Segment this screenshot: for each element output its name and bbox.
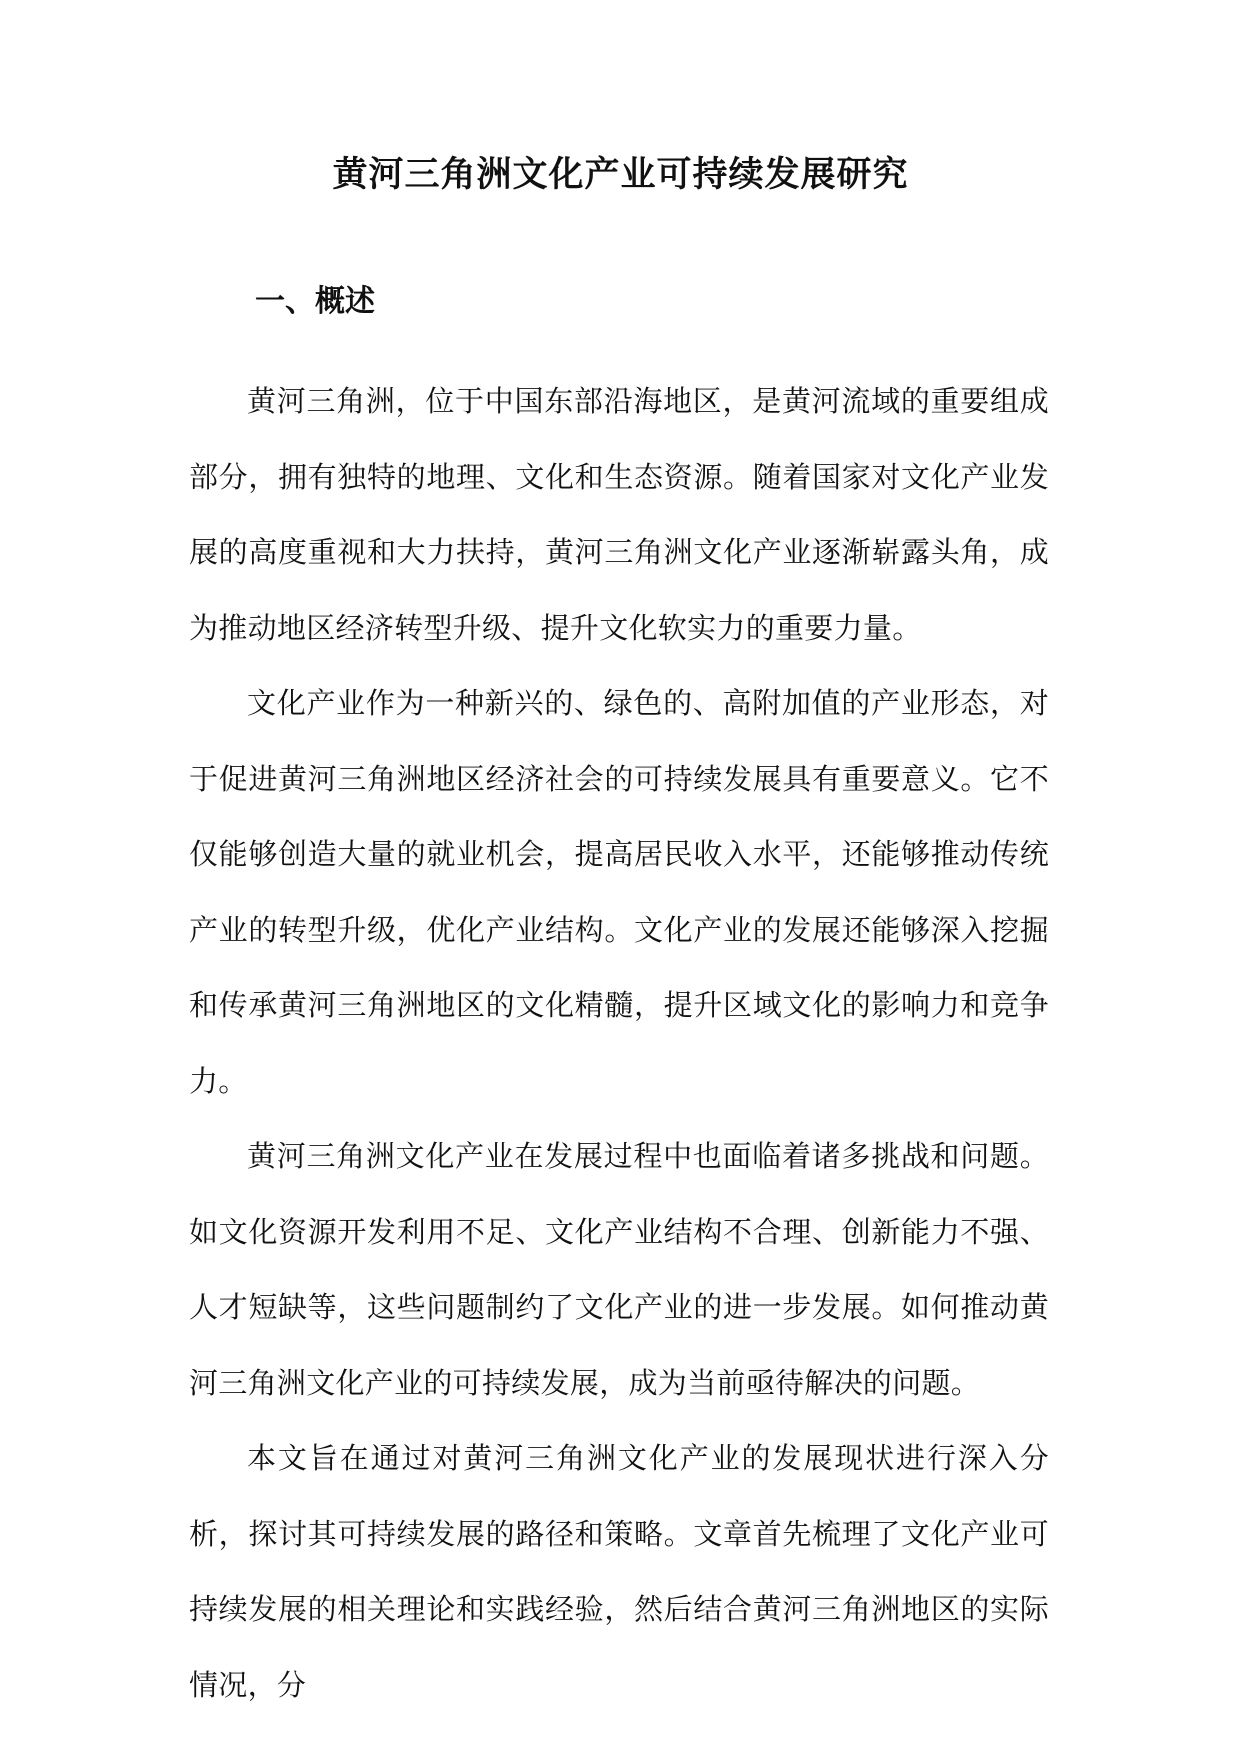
paragraph: 黄河三角洲，位于中国东部沿海地区，是黄河流域的重要组成部分，拥有独特的地理、文化和生态资源。随着国家对文化产业发展的高度重视和大力扶持，黄河三角洲文化产业逐渐崭露头角，成为推动地区经济转型升级、提升文化软实力的重要力量。 [189,384,1049,645]
document-body [189,364,1049,1723]
document-title: 黄河三角洲文化产业可持续发展研究 [332,155,909,195]
paragraph: 文化产业作为一种新兴的、绿色的、高附加值的产业形态，对于促进黄河三角洲地区经济社会的可持续发展具有重要意义。它不仅能够创造大量的就业机会，提高居民收入水平，还能够推动传统产业的转型升级，优化产业结构。文化产业的发展还能够深入挖掘和传承黄河三角洲地区的文化精髓，提升区域文化的影响力和竞争力。 [189,686,1049,1098]
paragraph: 本文旨在通过对黄河三角洲文化产业的发展现状进行深入分析，探讨其可持续发展的路径和策略。文章首先梳理了文化产业可持续发展的相关理论和实践经验，然后结合黄河三角洲地区的实际情况，分 [189,1441,1049,1702]
paragraph: 黄河三角洲文化产业在发展过程中也面临着诸多挑战和问题。如文化资源开发利用不足、文化产业结构不合理、创新能力不强、人才短缺等，这些问题制约了文化产业的进一步发展。如何推动黄河三角洲文化产业的可持续发展，成为当前亟待解决的问题。 [189,1139,1049,1400]
section-heading-overview: 一、概述 [255,284,375,319]
